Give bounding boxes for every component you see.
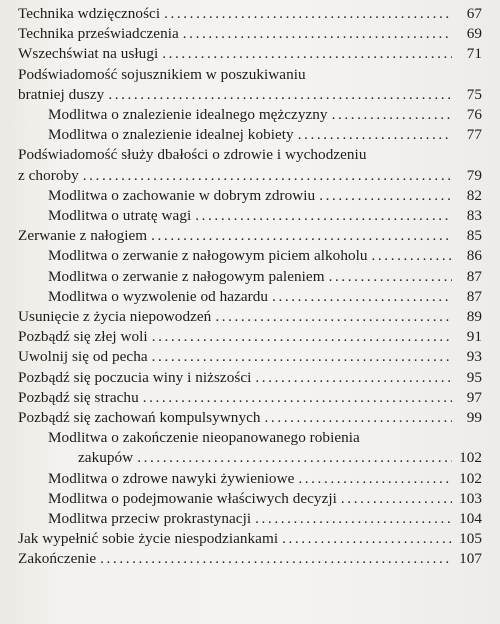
dot-leader	[319, 186, 452, 206]
toc-entry-title: Modlitwa o zdrowe nawyki żywieniowe	[48, 469, 295, 487]
toc-subentry	[18, 246, 482, 266]
toc-entry	[18, 24, 482, 44]
toc-entry-page: 67	[466, 5, 482, 22]
dot-leader	[372, 246, 452, 266]
toc-entry-page: 89	[466, 308, 482, 326]
toc-entry-title: Modlitwa o podejmowanie właściwych decyzji	[48, 489, 337, 507]
toc-entry	[18, 65, 482, 105]
dot-leader	[298, 125, 452, 145]
toc-entry-page: 76	[466, 106, 482, 124]
dot-leader	[143, 388, 452, 408]
dot-leader	[282, 529, 452, 549]
dot-leader	[108, 85, 452, 105]
toc-subentry	[18, 489, 482, 509]
dot-leader	[183, 24, 452, 44]
dot-leader	[329, 267, 452, 287]
toc-subentry	[18, 509, 482, 529]
dot-leader	[195, 206, 452, 226]
toc-entry	[18, 347, 482, 367]
toc-entry-title: Technika wdzięczności	[18, 5, 161, 22]
dot-leader	[265, 408, 452, 428]
toc-entry-title: Modlitwa o utratę wagi	[48, 207, 192, 225]
toc-entry-title: Modlitwa o wyzwolenie od hazardu	[48, 287, 269, 305]
toc-entry-title: Modlitwa o znalezienie idealnej kobiety	[48, 126, 294, 144]
toc-entry-page: 87	[466, 267, 482, 285]
toc-subentry	[18, 206, 482, 226]
toc-entry-title: Modlitwa przeciw prokrastynacji	[48, 510, 252, 528]
toc-entry	[18, 44, 482, 64]
toc-entry-page: 77	[466, 126, 482, 144]
toc-entry-title-line1: Podświadomość sojusznikiem w poszukiwaniu	[18, 65, 306, 83]
toc-entry-page: 85	[466, 227, 482, 245]
dot-leader	[100, 549, 452, 569]
toc-subentry	[18, 125, 482, 145]
dot-leader	[215, 307, 452, 327]
toc-entry-title-line1: Modlitwa o zakończenie nieopanowanego robienia	[48, 429, 360, 447]
toc-entry	[18, 408, 482, 428]
toc-entry-title: Pozbądź się zachowań kompulsywnych	[18, 409, 261, 427]
toc-entry-title: Modlitwa o zerwanie z nałogowym paleniem	[48, 267, 325, 285]
table-of-contents	[18, 4, 482, 570]
toc-entry-title: bratniej duszy	[18, 85, 105, 103]
toc-subentry	[18, 428, 482, 468]
toc-entry-title: Pozbądź się strachu	[18, 388, 139, 406]
dot-leader	[255, 368, 452, 388]
toc-entry	[18, 368, 482, 388]
toc-entry-title: Modlitwa o zerwanie z nałogowym piciem alkoholu	[48, 247, 368, 265]
toc-entry-page: 97	[466, 388, 482, 406]
toc-entry-page: 79	[466, 166, 482, 184]
dot-leader	[137, 448, 452, 468]
toc-subentry	[18, 105, 482, 125]
toc-entry-page: 75	[466, 85, 482, 103]
dot-leader	[298, 469, 452, 489]
toc-entry-title: Uwolnij się od pecha	[18, 348, 148, 366]
toc-entry-page: 87	[466, 287, 482, 305]
toc-entry-title: Pozbądź się poczucia winy i niższości	[18, 368, 252, 386]
toc-entry-title: Zerwanie z nałogiem	[18, 227, 148, 245]
toc-subentry	[18, 186, 482, 206]
toc-entry-title: zakupów	[78, 449, 134, 467]
toc-entry	[18, 529, 482, 549]
toc-entry-page: 107	[459, 550, 482, 568]
toc-entry-title: Technika przeświadczenia	[18, 25, 179, 43]
dot-leader	[162, 44, 452, 64]
toc-entry-page: 69	[466, 25, 482, 43]
toc-entry-page: 105	[459, 530, 482, 548]
dot-leader	[272, 287, 452, 307]
toc-entry-title: Wszechświat na usługi	[18, 45, 159, 63]
toc-entry	[18, 226, 482, 246]
toc-entry-page: 93	[466, 348, 482, 366]
toc-entry-title: Modlitwa o zachowanie w dobrym zdrowiu	[48, 186, 316, 204]
toc-entry	[18, 388, 482, 408]
dot-leader	[164, 4, 452, 24]
dot-leader	[341, 489, 452, 509]
toc-entry-title: Usunięcie z życia niepowodzeń	[18, 308, 212, 326]
dot-leader	[255, 509, 452, 529]
dot-leader	[83, 166, 452, 186]
toc-entry-page: 99	[466, 409, 482, 427]
toc-entry	[18, 307, 482, 327]
toc-entry-title: Pozbądź się złej woli	[18, 328, 148, 346]
toc-entry	[18, 327, 482, 347]
toc-entry-title: Jak wypełnić sobie życie niespodziankami	[18, 530, 279, 548]
toc-entry-page: 82	[466, 186, 482, 204]
toc-entry	[18, 4, 482, 24]
toc-entry-page: 95	[466, 368, 482, 386]
toc-entry-page: 71	[466, 45, 482, 63]
dot-leader	[151, 226, 452, 246]
toc-subentry	[18, 267, 482, 287]
toc-entry-page: 86	[466, 247, 482, 265]
toc-entry-title: z choroby	[18, 166, 79, 184]
toc-entry-page: 102	[459, 449, 482, 467]
dot-leader	[152, 347, 452, 367]
toc-entry	[18, 549, 482, 569]
toc-entry-page: 102	[459, 469, 482, 487]
toc-entry-page: 103	[459, 489, 482, 507]
toc-subentry	[18, 469, 482, 489]
toc-entry-title-line1: Podświadomość służy dbałości o zdrowie i wychodzeniu	[18, 146, 367, 164]
toc-entry	[18, 145, 482, 185]
dot-leader	[332, 105, 452, 125]
toc-subentry	[18, 287, 482, 307]
toc-entry-page: 91	[466, 328, 482, 346]
toc-entry-page: 104	[459, 510, 482, 528]
toc-entry-page: 83	[466, 207, 482, 225]
toc-entry-title: Zakończenie	[18, 550, 97, 568]
toc-entry-title: Modlitwa o znalezienie idealnego mężczyzny	[48, 106, 328, 124]
dot-leader	[152, 327, 452, 347]
